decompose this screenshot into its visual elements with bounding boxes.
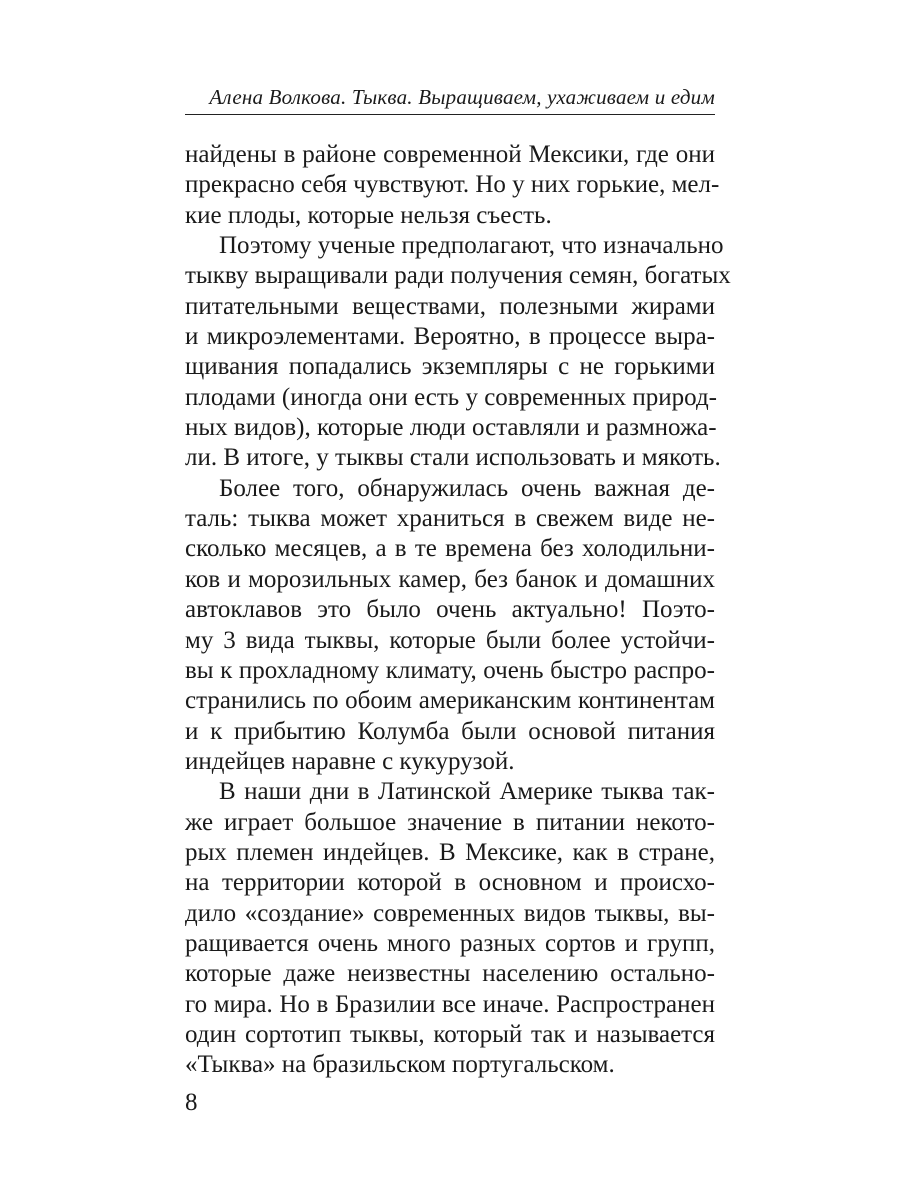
text-line: В наши дни в Латинской Америке тыква так- [219, 778, 715, 806]
header-rule [185, 114, 715, 115]
text-line: прекрасно себя чувствуют. Но у них горькие, мел- [185, 171, 720, 199]
text-line: один сортотип тыквы, который так и называется [185, 1020, 715, 1048]
text-line: автоклавов это было очень актуально! Поэто- [185, 596, 715, 624]
text-line: Более того, обнаружилась очень важная де- [219, 474, 715, 502]
text-line: и к прибытию Колумба были основой питания [185, 717, 715, 745]
text-line: которые даже неизвестны населению остально- [185, 960, 715, 988]
text-line: тыкву выращивали ради получения семян, богатых [185, 262, 731, 290]
text-line: Поэтому ученые предполагают, что изначально [219, 232, 724, 260]
text-line: сколько месяцев, а в те времена без холодильни- [185, 535, 715, 563]
text-line: же играет большое значение в питании некото- [185, 808, 715, 836]
running-head: Алена Волкова. Тыква. Выращиваем, ухаживаем и едим [209, 85, 715, 109]
text-line: странились по обоим американским континентам [185, 687, 715, 715]
text-line: ращивается очень много разных сортов и групп, [185, 929, 715, 957]
text-line: индейцев наравне с кукурузой. [185, 747, 515, 775]
text-line: щивания попадались экземпляры с не горькими [185, 353, 715, 381]
text-line: питательными веществами, полезными жирами [185, 292, 715, 320]
text-line: «Тыква» на бразильском португальском. [185, 1051, 615, 1079]
text-line: ных видов), которые люди оставляли и размножа- [185, 414, 717, 442]
text-line: кие плоды, которые нельзя съесть. [185, 201, 552, 229]
text-line: найдены в районе современной Мексики, где они [185, 141, 715, 168]
body-text [185, 140, 731, 1081]
text-line: вы к прохладному климату, очень быстро распро- [185, 656, 715, 684]
text-line: му 3 вида тыквы, которые были более устойчи- [185, 626, 715, 654]
text-line: ков и морозильных камер, без банок и домашних [185, 565, 715, 593]
text-line: рых племен индейцев. В Мексике, как в стране, [185, 838, 715, 866]
text-line: плодами (иногда они есть у современных природ- [185, 383, 718, 411]
text-line: дило «создание» современных видов тыквы, вы- [185, 899, 715, 927]
text-line: го мира. Но в Бразилии все иначе. Распространен [185, 990, 715, 1018]
text-line: ли. В итоге, у тыквы стали использовать и мякоть. [185, 444, 721, 472]
text-line: на территории которой в основном и происхо- [185, 869, 715, 897]
text-line: таль: тыква может храниться в свежем виде не- [185, 505, 715, 533]
text-line: и микроэлементами. Вероятно, в процессе выра- [185, 323, 715, 351]
page-number: 8 [185, 1089, 198, 1116]
